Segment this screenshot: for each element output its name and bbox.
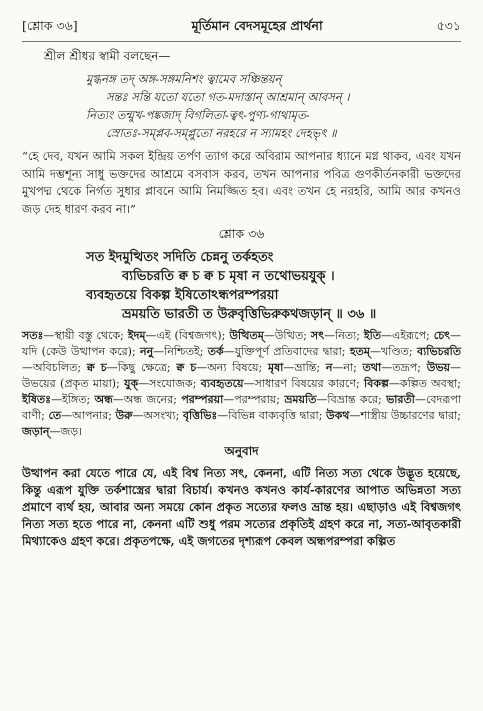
synonym-meaning: —তদ্রূপ;: [381, 361, 427, 374]
header-verse-ref: [শ্লোক ৩৬]: [22, 18, 78, 33]
sloka-line: ব্যভিচরতি ক্ব চ ক্ব চ মৃষা ন তথোভয়যুক্ ।: [122, 269, 335, 284]
synonym-word: মৃষা: [267, 361, 284, 374]
synonym-word: ভারতী: [386, 393, 415, 406]
synonym-meaning: —উভয়ের (প্রকৃত মায়া);: [22, 361, 462, 390]
synonym-word: বৃত্তিভিঃ: [182, 409, 218, 422]
synonym-word: ক্ব চ: [176, 361, 197, 374]
quoted-verse-line: মুগ্ধনঙ্গ তদ্ অঙ্গ-সঙ্গমনিশং ত্বামেব সঞ্চিন্তয়ন্: [86, 72, 282, 86]
synonym-meaning: —জড়।: [49, 425, 83, 438]
synonym-word: হতম্: [349, 345, 370, 358]
sloka-text: [22, 248, 461, 324]
synonym-word: ভ্রময়তি: [284, 393, 317, 406]
synonym-word: সৎ: [310, 329, 325, 342]
synonym-word: ননু: [140, 345, 154, 358]
running-header: [22, 18, 461, 42]
synonym-meaning: —বেদরূপা বাণী;: [22, 393, 461, 422]
synonym-word: তথা: [362, 361, 382, 374]
synonym-word: সতঃ: [22, 329, 44, 342]
synonym-meaning: —সংযোজক;: [138, 377, 201, 390]
quoted-translation: “হে দেব, যখন আমি সকল ইন্দ্রিয় তর্পণ ত্যাগ করে অবিরাম আপনার ধ্যানে মগ্ন থাকব, এবং যখন আমি দম্ভশূন্য সাধু ভক্তদের আশ্রমে বসবাস করব, তখন আপনার পবিত্র গুণকীর্তনকারী ভক্তদের মুখপদ্ম থেকে নির্গত সুধার প্লাবনে আমি নিমজ্জিত হব। এবং তখন হে নরহরি, আমি আর কখনও জড় দেহ ধারণ করব না।”: [22, 149, 461, 216]
synonym-meaning: —অন্ধ জনের;: [112, 393, 182, 406]
synonym-word: বিকল্প: [364, 377, 389, 390]
synonym-word: উরু: [115, 409, 133, 422]
synonym-word: তে: [48, 409, 62, 422]
intro-line: শ্রীল শ্রীধর স্বামী বলছেন—: [44, 49, 171, 63]
synonym-word: পরম্পরয়া: [181, 393, 224, 406]
synonym-meaning: —স্থায়ী বস্তু থেকে;: [43, 329, 128, 342]
synonym-word: ইদম্: [127, 329, 146, 342]
synonym-word: ব্যভিচরতি: [416, 345, 462, 358]
synonym-word: জড়ান্: [22, 425, 50, 438]
synonym-meaning: —যদি (কেউ উত্থাপন করে);: [22, 329, 462, 358]
sloka-heading: শ্লোক ৩৬: [218, 226, 265, 241]
synonym-word: যুক্: [124, 377, 139, 390]
synonym-meaning: —খণ্ডিত;: [369, 345, 417, 358]
synonym-word: চেৎ: [433, 329, 451, 342]
sloka-line: ব্যবহৃতয়ে বিকল্প ইষিতোঽন্ধপরম্পরয়া: [86, 288, 279, 303]
synonym-meaning: —অন্য বিষয়ে;: [196, 361, 268, 374]
synonym-meaning: —নিশ্চিতই;: [153, 345, 208, 358]
sloka-line: সত ইদমুত্থিতং সদিতি চেন্ননু তর্কহতং: [86, 250, 274, 265]
synonym-meaning: —অসংখ্য;: [132, 409, 183, 422]
synonym-meaning: —অবিচলিত;: [22, 361, 87, 374]
synonym-word: ইষিতঃ: [22, 393, 52, 406]
synonym-meaning: —আপনার;: [61, 409, 116, 422]
synonym-meaning: —ভ্রান্তি;: [283, 361, 326, 374]
synonym-meaning: —পরম্পরায়;: [223, 393, 285, 406]
synonym-meaning: —বিভ্রান্ত করে;: [316, 393, 387, 406]
synonym-meaning: —উত্থিত;: [263, 329, 311, 342]
header-chapter-title: মূর্তিমান বেদসমূহের প্রার্থনা: [191, 18, 323, 33]
synonym-word: ন: [325, 361, 333, 374]
translation-text: উত্থাপন করা যেতে পারে যে, এই বিশ্ব নিত্য সৎ, কেননা, এটি নিত্য সত্য থেকে উদ্ভূত হয়েছে, কিন্তু এরূপ যুক্তি তর্কশাস্ত্রের দ্বারা বিচার্য। কখনও কখনও কার্য-কারণের আপাত অভিন্নতা সত্য প্রমাণে ব্যর্থ হয়, আবার অন্য সময়ে কোন প্রকৃত সত্যের ফলও ভ্রান্ত হয়। এছাড়াও এই বিশ্বজগৎ নিত্য সত্য হতে পারে না, কেননা এটি শুধু পরম সত্যের প্রকৃতিই গ্রহণ করে না, সত্য-আবৃতকারী মিথ্যাকেও গ্রহণ করে। প্রকৃতপক্ষে, এই জগতের দৃশ্যরূপ কেবল অন্ধপরম্পরা কল্পিত: [22, 466, 461, 548]
translation-heading: অনুবাদ: [224, 444, 259, 458]
synonym-meaning: —যুক্তিপূর্ণ প্রতিবাদের দ্বারা;: [223, 345, 350, 358]
synonym-word: উকথ: [326, 409, 350, 422]
synonym-word: তর্ক: [207, 345, 224, 358]
synonym-meaning: —বিভিন্ন বাক্যবৃত্তি দ্বারা;: [217, 409, 327, 422]
synonym-meaning: —শাস্ত্রীয় উচ্চারণের দ্বারা;: [349, 409, 461, 422]
page-number: ৫৩১: [436, 18, 461, 33]
synonym-meaning: —কল্পিত অবস্থা;: [388, 377, 461, 390]
quoted-verse-line: নিত্যং তন্মুখ-পঙ্কজাদ্ বিগলিতা-ত্বৎ-পুণ্য-গাথামৃত-: [86, 108, 310, 122]
synonym-meaning: —ইঙ্গিত;: [51, 393, 95, 406]
sloka-line: ভ্রময়তি ভারতী ত উরুবৃত্তিভিরুকথজড়ান্ ॥ ৩৬ ॥: [122, 307, 377, 322]
synonym-word: উভয়: [426, 361, 451, 374]
quoted-verse: [86, 70, 461, 142]
synonym-meaning: —না;: [332, 361, 363, 374]
synonym-meaning: —কিছু ক্ষেত্রে;: [106, 361, 177, 374]
synonym-word: ব্যবহৃতয়ে: [200, 377, 244, 390]
synonym-word: অন্ধ: [94, 393, 113, 406]
quoted-verse-line: সন্তঃ সন্তি যতো যতো গত-মদাস্তান্ আশ্রমান্ আবসন্ ।: [106, 90, 350, 104]
synonym-meaning: —এই (বিশ্বজগৎ);: [145, 329, 230, 342]
synonym-word: উত্থিতম্: [229, 329, 264, 342]
synonym-meaning: —এইরূপে;: [381, 329, 434, 342]
synonym-word: ক্ব চ: [86, 361, 107, 374]
synonym-word: ইতি: [363, 329, 382, 342]
synonym-meaning: —সাধারণ বিষয়ের কারণে;: [243, 377, 365, 390]
quoted-verse-line: স্রোতঃ-সম্প্লব-সম্প্লুতো নরহরে ন স্যামহং দেহভৃৎ ॥: [106, 126, 337, 140]
synonym-meaning: —নিত্য;: [324, 329, 364, 342]
word-synonyms: [22, 328, 461, 440]
